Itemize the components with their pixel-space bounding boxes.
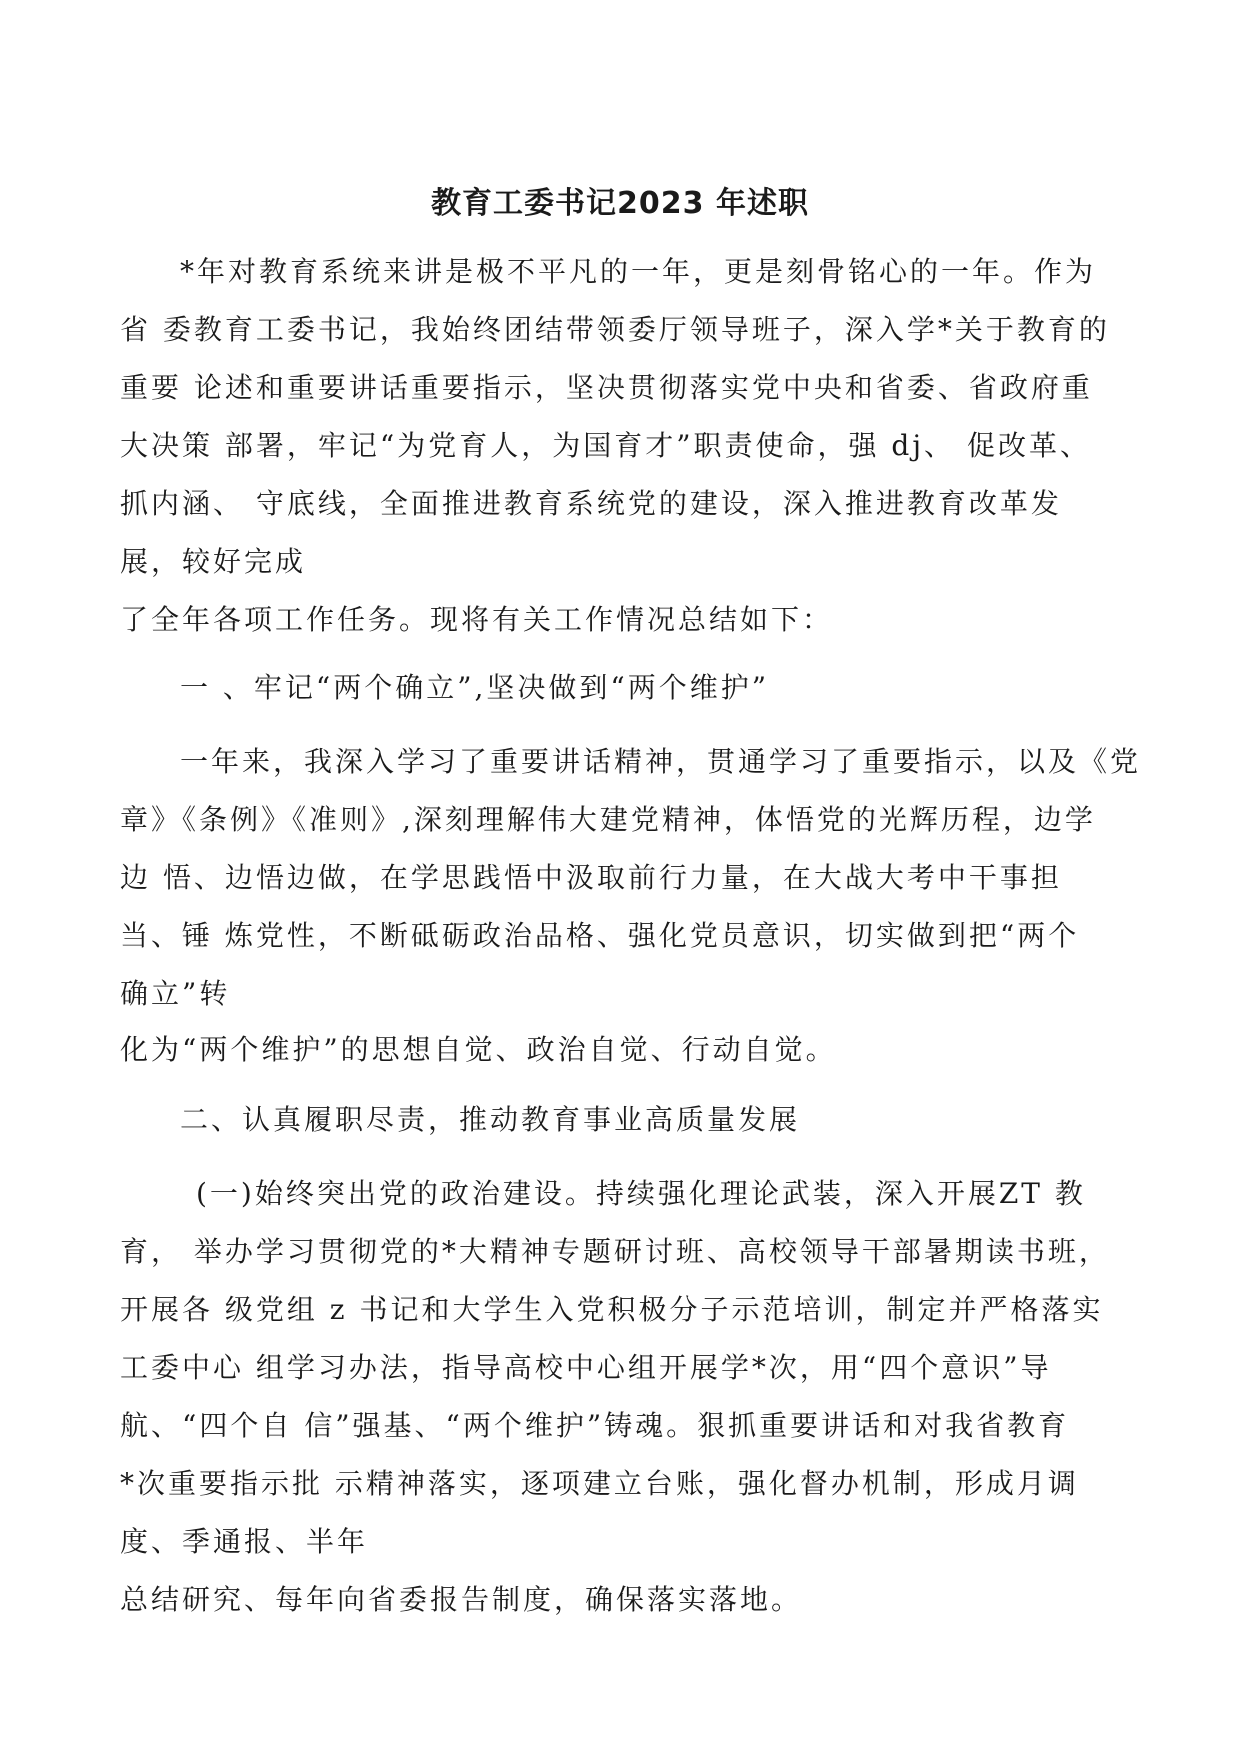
paragraph-line: 确立”转	[120, 977, 231, 1010]
section-heading: 一 、牢记“两个确立”,坚决做到“两个维护”	[180, 671, 770, 704]
paragraph-line: 大决策 部署，牢记“为党育人，为国育才”职责使命，强 dj、 促改革、	[120, 429, 1091, 462]
paragraph-line: 化为“两个维护”的思想自觉、政治自觉、行动自觉。	[120, 1033, 837, 1066]
paragraph-line: 了全年各项工作任务。现将有关工作情况总结如下：	[120, 603, 834, 636]
paragraph-line: *次重要指示批 示精神落实，逐项建立台账，强化督办机制，形成月调	[120, 1467, 1079, 1500]
paragraph-line: 省 委教育工委书记，我始终团结带领委厅领导班子，深入学*关于教育的	[120, 313, 1110, 346]
paragraph-line: 开展各 级党组 z 书记和大学生入党积极分子示范培训，制定并严格落实	[120, 1293, 1104, 1326]
paragraph-line: (一)始终突出党的政治建设。持续强化理论武装，深入开展ZT 教	[196, 1177, 1086, 1210]
paragraph-line: 章》《条例》《准则》,深刻理解伟大建党精神，体悟党的光辉历程，边学	[120, 803, 1096, 836]
paragraph-line: 育， 举办学习贯彻党的*大精神专题研讨班、高校领导干部暑期读书班，	[120, 1235, 1110, 1268]
paragraph-line: *年对教育系统来讲是极不平凡的一年，更是刻骨铭心的一年。作为	[180, 255, 1097, 288]
paragraph-line: 度、季通报、半年	[120, 1525, 369, 1558]
section-heading: 二、认真履职尽责，推动教育事业高质量发展	[180, 1103, 801, 1136]
paragraph-line: 抓内涵、 守底线，全面推进教育系统党的建设，深入推进教育改革发	[120, 487, 1062, 520]
paragraph-line: 工委中心 组学习办法，指导高校中心组开展学*次，用“四个意识”导	[120, 1351, 1052, 1384]
paragraph-line: 展，较好完成	[120, 545, 307, 578]
paragraph-line: 边 悟、边悟边做，在学思践悟中汲取前行力量，在大战大考中干事担	[120, 861, 1062, 894]
paragraph-line: 重要 论述和重要讲话重要指示，坚决贯彻落实党中央和省委、省政府重	[120, 371, 1093, 404]
paragraph-line: 航、“四个自 信”强基、“两个维护”铸魂。狠抓重要讲话和对我省教育	[120, 1409, 1070, 1442]
document-title: 教育工委书记2023 年述职	[431, 186, 809, 221]
paragraph-line: 总结研究、每年向省委报告制度，确保落实落地。	[120, 1583, 803, 1616]
paragraph-line: 一年来，我深入学习了重要讲话精神，贯通学习了重要指示，以及《党	[180, 745, 1142, 778]
paragraph-line: 当、锤 炼党性，不断砥砺政治品格、强化党员意识，切实做到把“两个	[120, 919, 1080, 952]
